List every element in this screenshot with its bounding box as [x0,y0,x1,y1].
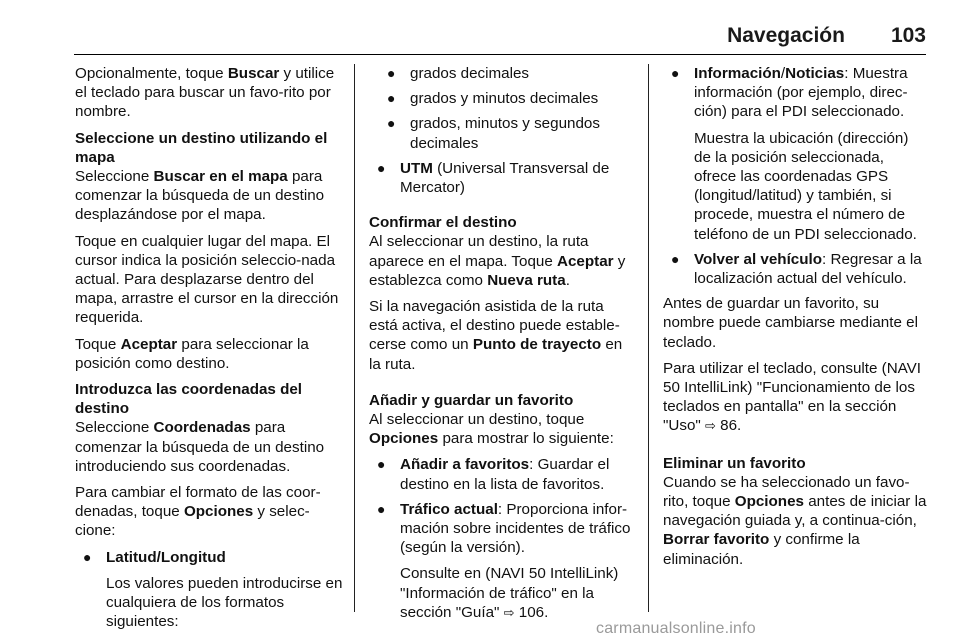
bullet-icon: ● [387,90,396,107]
heading-select-map: Seleccione un destino utilizando el mapa [75,129,328,166]
paragraph: Cuando se ha seleccionado un favo-rito, toque Opciones antes de iniciar la navegación guiada y, a continua-ción, Borrar favorito y confirme la eliminación. [663,473,927,568]
list-item: ● UTM (Universal Transversal de Mercator) [377,159,610,197]
paragraph: Seleccione Buscar en el mapa para comenzar la búsqueda de un destino desplazándose por el mapa. [75,168,325,224]
list-item: ● grados y minutos decimales [387,90,599,108]
column-3 [663,64,928,576]
paragraph: Para utilizar el teclado, consulte (NAVI 50 IntelliLink) "Funcionamiento de los teclados en pantalla" en la sección "Uso" ⇨ 86. [663,359,922,435]
list-item: ● Añadir a favoritos: Guardar el destino en la lista de favoritos. [377,456,610,493]
bullet-icon: ● [671,65,680,81]
paragraph: Toque Aceptar para seleccionar la posición como destino. [75,335,309,372]
header-rule [74,54,926,55]
list-item: ● Latitud/Longitud Los valores pueden introducirse en cualquiera de los formatos siguientes: [83,548,343,631]
page-header [727,24,926,52]
paragraph: Seleccione Coordenadas para comenzar la búsqueda de un destino introduciendo sus coordenadas. [75,419,325,475]
page-number: 103 [890,24,926,47]
bullet-icon: ● [377,456,386,473]
bullet-icon: ● [387,65,396,81]
column-1 [75,64,343,637]
list-item: ● grados decimales [387,65,530,82]
bullet-icon: ● [83,548,92,565]
watermark: carmanualsonline.info [596,620,756,637]
list-item: ● grados, minutos y segundos decimales [387,115,600,152]
bullet-icon: ● [377,159,386,176]
paragraph: Si la navegación asistida de la ruta está activa, el destino puede estable-cerse como un Punto de trayecto en la ruta. [369,298,623,373]
column-2 [369,64,634,629]
heading-add-favorite: Añadir y guardar un favorito [369,391,574,409]
paragraph: Para cambiar el formato de las coor-denadas, toque Opciones y selec-cione: [75,484,321,540]
bullet-icon: ● [377,500,386,517]
heading-confirm-destination: Confirmar el destino [369,214,517,232]
page-ref-icon: ⇨ [503,605,515,621]
bullet-icon: ● [387,115,396,132]
column-divider-2 [648,64,649,612]
column-divider-1 [354,64,355,612]
paragraph: Opcionalmente, toque Buscar y utilice el teclado para buscar un favo-rito por nombre. [75,65,335,121]
page-ref-icon: ⇨ [705,419,716,435]
paragraph: Antes de guardar un favorito, su nombre puede cambiarse mediante el teclado. [663,295,918,351]
list-item: ● Tráfico actual: Proporciona infor-mación sobre incidentes de tráfico (según la versión). Consulte en (NAVI 50 IntelliLink) "Información de tráfico" en la sección "Guía" ⇨ 106. [377,500,631,621]
heading-coordinates: Introduzca las coordenadas del destino [75,381,303,418]
bullet-icon: ● [671,250,680,267]
paragraph: Al seleccionar un destino, la ruta aparece en el mapa. Toque Aceptar y establezca como Nueva ruta. [369,233,626,289]
paragraph: Al seleccionar un destino, toque Opciones para mostrar lo siguiente: [369,411,614,448]
heading-delete-favorite: Eliminar un favorito [663,454,806,472]
list-item: ● Información/Noticias: Muestra información (por ejemplo, direc-ción) para el PDI seleccionado. Muestra la ubicación (dirección) de la posición seleccionada, ofrece las coordenadas GPS (longitud/latitud) y también, si procede, muestra el número de teléfono de un PDI seleccionado. [671,65,917,243]
list-item: ● Volver al vehículo: Regresar a la localización actual del vehículo. [671,250,922,288]
paragraph: Toque en cualquier lugar del mapa. El cursor indica la posición seleccio-nada actual. Para desplazarse dentro del mapa, arrastre el cursor en la dirección requerida. [75,232,339,327]
section-title: Navegación [727,24,845,47]
